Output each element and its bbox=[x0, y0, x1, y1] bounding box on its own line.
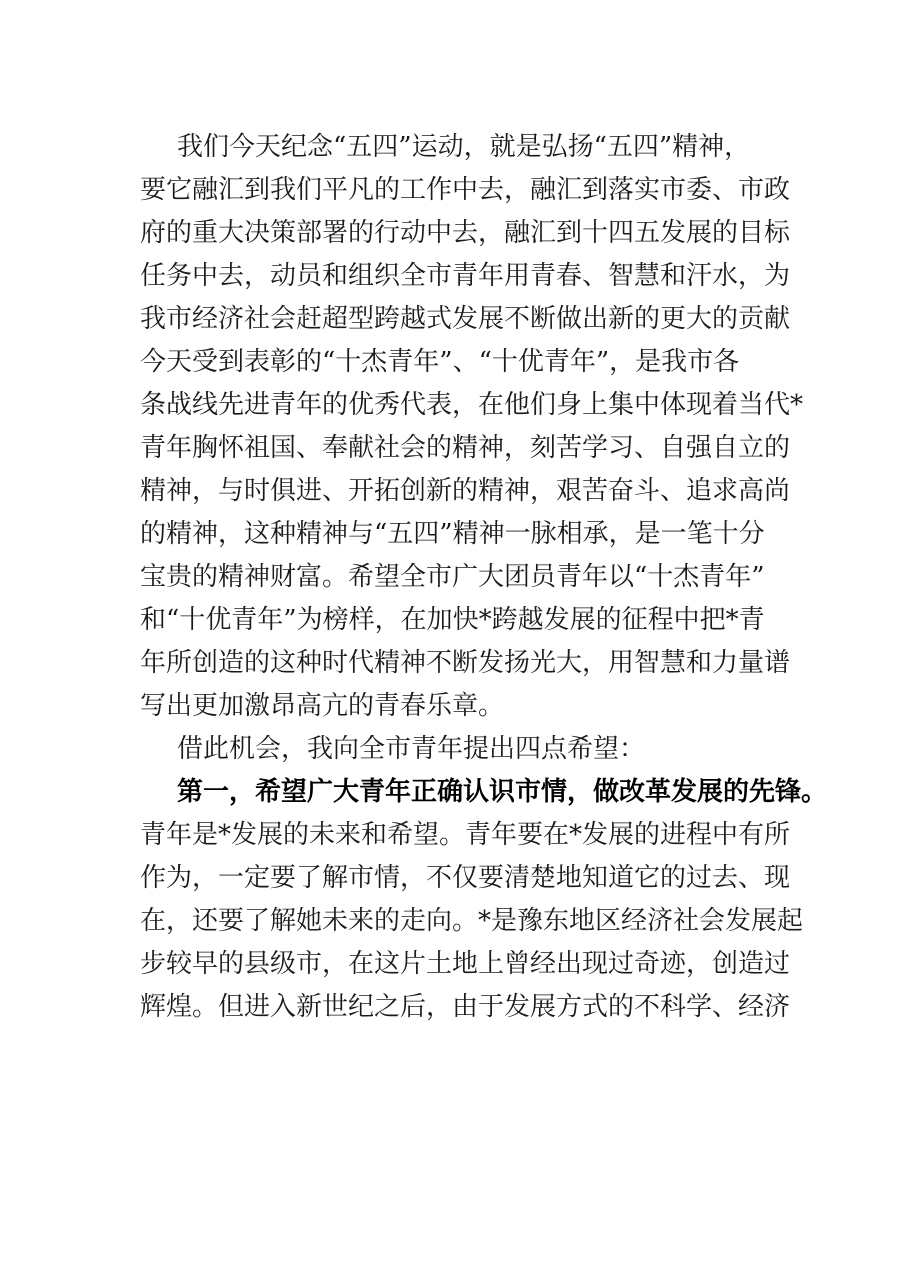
paragraph-1-line-5: 我市经济社会赶超型跨越式发展不断做出新的更大的贡献 bbox=[140, 304, 791, 334]
paragraph-2-line-1: 借此机会，我向全市青年提出四点希望： bbox=[177, 734, 646, 764]
section-heading-first: 第一，希望广大青年正确认识市情，做改革发展的先锋。 bbox=[177, 777, 828, 807]
paragraph-3-line-1: 青年是*发展的未来和希望。青年要在*发展的进程中有所 bbox=[140, 820, 791, 850]
paragraph-1-line-9: 精神，与时俱进、开拓创新的精神，艰苦奋斗、追求高尚 bbox=[140, 476, 791, 506]
paragraph-3-line-5: 辉煌。但进入新世纪之后，由于发展方式的不科学、经济 bbox=[140, 992, 791, 1022]
paragraph-3-line-4: 步较早的县级市，在这片土地上曾经出现过奇迹，创造过 bbox=[140, 949, 791, 979]
paragraph-1-line-3: 府的重大决策部署的行动中去，融汇到十四五发展的目标 bbox=[140, 218, 791, 248]
paragraph-3-line-2: 作为，一定要了解市情，不仅要清楚地知道它的过去、现 bbox=[140, 863, 791, 893]
paragraph-1-line-13: 年所创造的这种时代精神不断发扬光大，用智慧和力量谱 bbox=[140, 648, 791, 678]
paragraph-1-line-12: 和“十优青年”为榜样，在加快*跨越发展的征程中把*青 bbox=[140, 605, 765, 635]
paragraph-1-line-10: 的精神，这种精神与“五四”精神一脉相承，是一笔十分 bbox=[140, 519, 765, 549]
paragraph-1-line-7: 条战线先进青年的优秀代表，在他们身上集中体现着当代* bbox=[140, 390, 804, 420]
paragraph-3-line-3: 在，还要了解她未来的走向。*是豫东地区经济社会发展起 bbox=[140, 906, 804, 936]
paragraph-1-line-1: 我们今天纪念“五四”运动，就是弘扬“五四”精神， bbox=[177, 132, 751, 162]
paragraph-1-line-4: 任务中去，动员和组织全市青年用青春、智慧和汗水，为 bbox=[140, 261, 791, 291]
paragraph-1-line-2: 要它融汇到我们平凡的工作中去，融汇到落实市委、市政 bbox=[140, 175, 791, 205]
paragraph-1-line-6: 今天受到表彰的“十杰青年”、“十优青年”，是我市各 bbox=[140, 347, 740, 377]
paragraph-1-line-14: 写出更加激昂高亢的青春乐章。 bbox=[140, 691, 505, 721]
paragraph-1-line-11: 宝贵的精神财富。希望全市广大团员青年以“十杰青年” bbox=[140, 562, 765, 592]
paragraph-1-line-8: 青年胸怀祖国、奉献社会的精神，刻苦学习、自强自立的 bbox=[140, 433, 791, 463]
